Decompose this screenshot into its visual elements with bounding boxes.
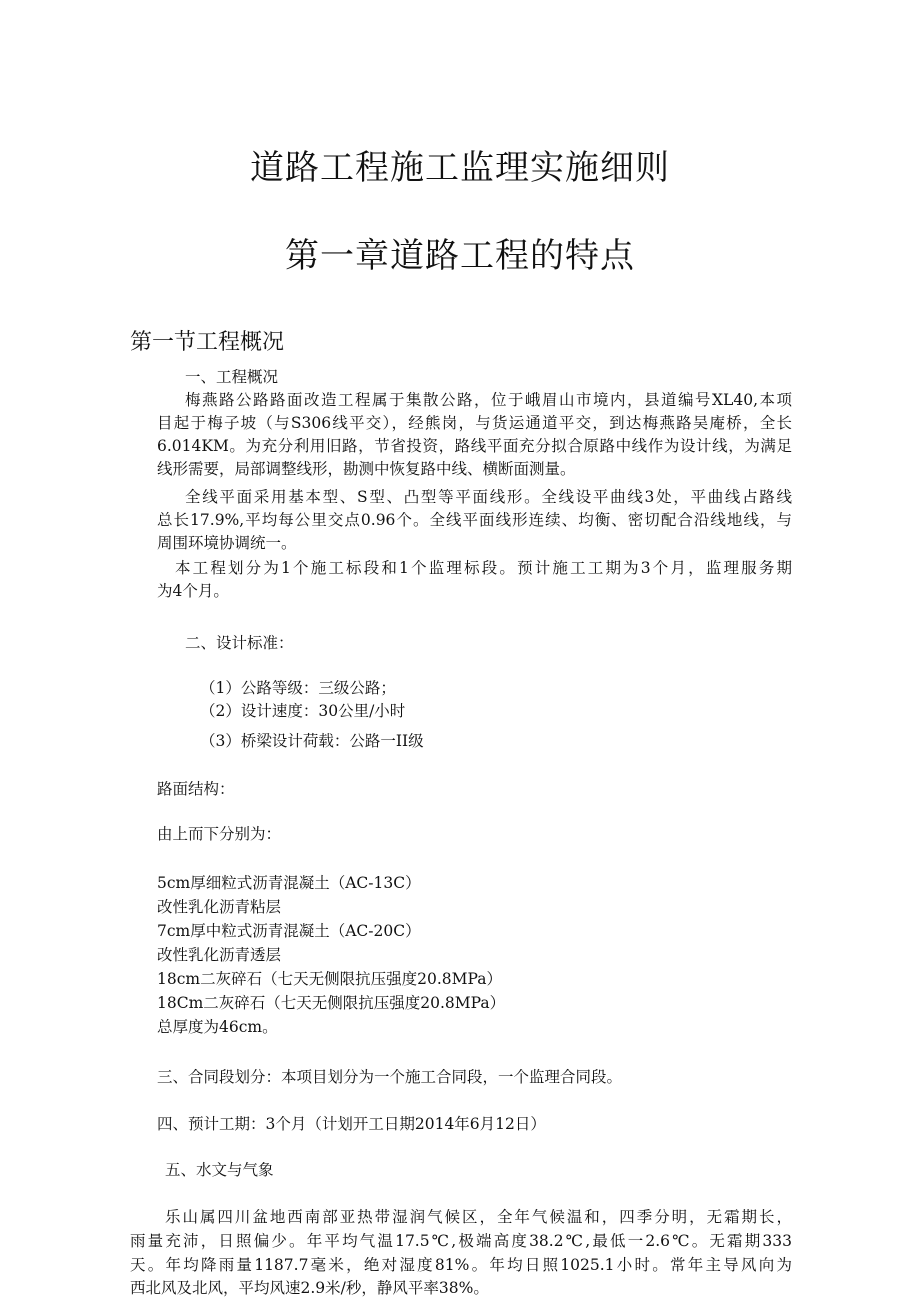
- design-standard-item: （3）桥梁设计荷载：公路一II级: [200, 732, 424, 750]
- pavement-layer: 5cm厚细粒式沥青混凝土（AC-13C）: [157, 874, 421, 892]
- pavement-layer: 总厚度为46cm。: [157, 1018, 278, 1036]
- pavement-layer: 18cm二灰碎石（七天无侧限抗压强度20.8MPa）: [157, 970, 502, 988]
- pavement-layer: 7cm厚中粒式沥青混凝土（AC-20C）: [157, 922, 421, 940]
- overview-p2-line: 周围环境协调统一。: [157, 534, 297, 552]
- design-standard-item: （2）设计速度：30公里/小时: [200, 702, 406, 720]
- overview-p1-line: 梅燕路公路路面改造工程属于集散公路，位于峨眉山市境内，县道编号XL40,本项: [185, 391, 792, 409]
- layers-intro: 由上而下分别为：: [157, 825, 282, 843]
- climate-heading: 五、水文与气象: [165, 1161, 274, 1179]
- document-title: 道路工程施工监理实施细则: [250, 148, 670, 188]
- design-standard-item: （1）公路等级：三级公路；: [200, 679, 396, 697]
- climate-line: 雨量充沛，日照偏少。年平均气温17.5℃,极端高度38.2℃,最低一2.6℃。无霜期333: [130, 1232, 792, 1250]
- section-title: 第一节工程概况: [130, 330, 285, 355]
- climate-line: 乐山属四川盆地西南部亚热带湿润气候区，全年气候温和，四季分明，无霜期长，: [165, 1208, 792, 1226]
- pavement-structure-label: 路面结构：: [157, 780, 235, 798]
- contract-division: 三、合同段划分：本项目划分为一个施工合同段，一个监理合同段。: [157, 1068, 623, 1086]
- design-heading: 二、设计标准：: [185, 634, 294, 652]
- chapter-title: 第一章道路工程的特点: [285, 236, 635, 276]
- overview-p3-line: 本工程划分为1个施工标段和1个监理标段。预计施工工期为3个月，监理服务期: [175, 559, 792, 577]
- pavement-layer: 改性乳化沥青透层: [157, 946, 282, 964]
- overview-p3-line: 为4个月。: [157, 582, 229, 600]
- overview-p2-line: 全线平面采用基本型、S型、凸型等平面线形。全线设平曲线3处，平曲线占路线: [185, 488, 792, 506]
- pavement-layer: 18Cm二灰碎石（七天无侧限抗压强度20.8MPa）: [157, 994, 506, 1012]
- overview-p1-line: 6.014KM。为充分利用旧路，节省投资，路线平面充分拟合原路中线作为设计线，为满足: [157, 437, 792, 455]
- overview-p2-line: 总长17.9%,平均每公里交点0.96个。全线平面线形连续、均衡、密切配合沿线地线，与: [157, 511, 792, 529]
- pavement-layer: 改性乳化沥青粘层: [157, 898, 282, 916]
- climate-line: 天。年均降雨量1187.7毫米，绝对湿度81%。年均日照1025.1小时。常年主导风向为: [130, 1256, 792, 1274]
- overview-p1-line: 线形需要，局部调整线形，勘测中恢复路中线、横断面测量。: [157, 460, 576, 478]
- overview-heading: 一、工程概况: [185, 368, 279, 386]
- schedule: 四、预计工期：3个月（计划开工日期2014年6月12日）: [157, 1115, 546, 1133]
- climate-line: 西北风及北风，平均风速2.9米/秒，静风平率38%。: [130, 1279, 489, 1297]
- overview-p1-line: 目起于梅子坡（与S306线平交），经熊岗，与货运通道平交，到达梅燕路吴庵桥，全长: [157, 414, 792, 432]
